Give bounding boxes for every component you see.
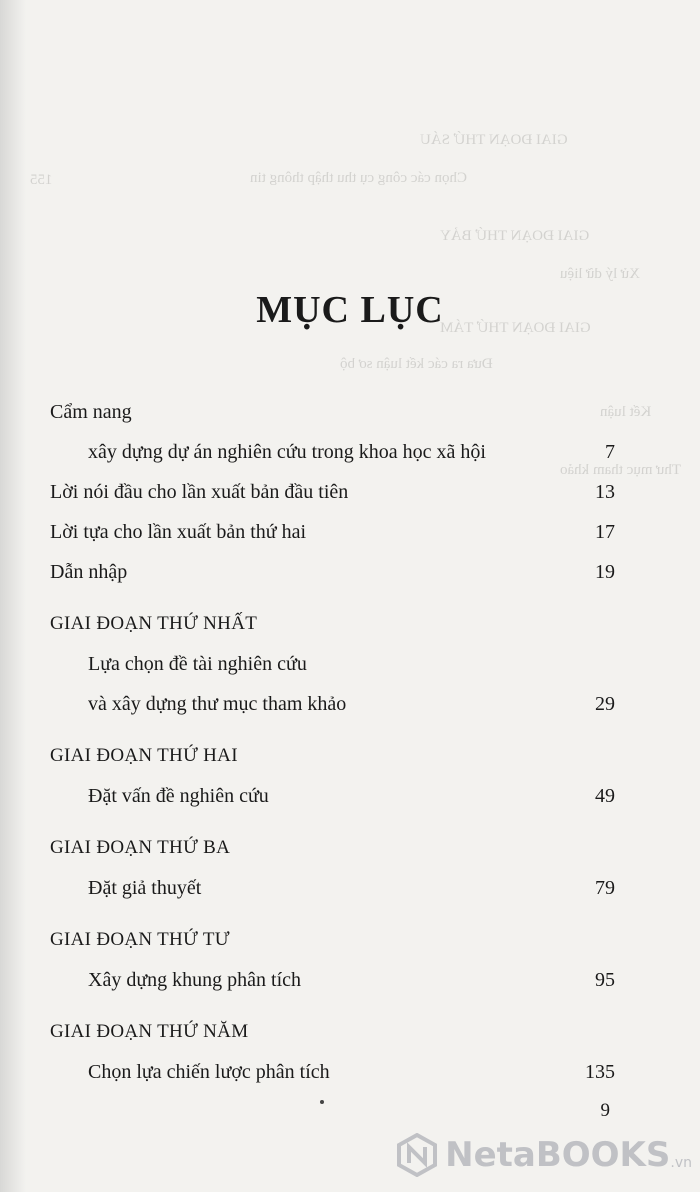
toc-entry[interactable] — [50, 552, 615, 592]
toc-entry[interactable] — [50, 512, 615, 552]
toc-entry[interactable] — [50, 644, 615, 684]
toc-page-number: 17 — [595, 521, 615, 543]
ink-speck — [320, 1100, 324, 1104]
page-title: MỤC LỤC — [256, 289, 444, 331]
toc-page-number: 29 — [595, 693, 615, 715]
toc-entry[interactable] — [50, 392, 615, 432]
toc-entry[interactable] — [50, 960, 615, 1000]
stage-heading: GIAI ĐOẠN THỨ NHẤT — [50, 613, 258, 634]
netabooks-logo-icon — [395, 1133, 439, 1177]
bleed-through-text: Đưa ra các kết luận sơ bộ — [340, 356, 493, 372]
page-number: 9 — [600, 1100, 610, 1121]
bleed-through-text: Kết luận — [600, 404, 652, 420]
toc-entry[interactable] — [50, 868, 615, 908]
bleed-through-text: 155 — [30, 172, 53, 188]
bleed-through-text: GIAI ĐOẠN THỨ TÁM — [440, 320, 591, 336]
table-of-contents — [50, 392, 615, 1092]
toc-entry-title: Dẫn nhập — [50, 561, 128, 583]
toc-page-number: 135 — [585, 1061, 615, 1083]
bleed-through-text: Thư mục tham khảo — [560, 462, 682, 478]
toc-entry[interactable] — [50, 472, 615, 512]
toc-entry[interactable] — [50, 776, 615, 816]
toc-entry-title: và xây dựng thư mục tham khảo — [88, 693, 347, 715]
toc-page-number: 49 — [595, 785, 615, 807]
toc-entry[interactable] — [50, 432, 615, 472]
toc-entry-title: Đặt giả thuyết — [88, 877, 202, 899]
binding-shadow — [0, 0, 26, 1192]
stage-heading: GIAI ĐOẠN THỨ NĂM — [50, 1021, 249, 1042]
toc-entry[interactable] — [50, 1052, 615, 1092]
toc-page-number: 79 — [595, 877, 615, 899]
toc-entry-title: Cẩm nang — [50, 401, 132, 423]
toc-entry-title: xây dựng dự án nghiên cứu trong khoa học xã hội — [88, 441, 486, 463]
bleed-through-text: Xử lý dữ liệu — [560, 266, 641, 282]
toc-page-number: 13 — [595, 481, 615, 503]
toc-entry-title: Đặt vấn đề nghiên cứu — [88, 785, 269, 807]
stage-heading: GIAI ĐOẠN THỨ BA — [50, 837, 231, 858]
watermark — [395, 1133, 692, 1177]
stage-heading: GIAI ĐOẠN THỨ TƯ — [50, 929, 230, 950]
toc-entry-title: Xây dựng khung phân tích — [88, 969, 302, 991]
toc-entry-title: Lựa chọn đề tài nghiên cứu — [88, 653, 307, 675]
watermark-brand: NetaBOOKS — [445, 1135, 671, 1175]
toc-page-number: 95 — [595, 969, 615, 991]
toc-entry-title: Lời tựa cho lần xuất bản thứ hai — [50, 521, 307, 543]
bleed-through-text: GIAI ĐOẠN THỨ BẢY — [440, 228, 590, 244]
bleed-through-text: GIAI ĐOẠN THỨ SÁU — [420, 132, 568, 148]
toc-page-number: 19 — [595, 561, 615, 583]
toc-entry-title: Chọn lựa chiến lược phân tích — [88, 1061, 330, 1083]
toc-page-number: 7 — [605, 441, 615, 463]
bleed-through-text: Chọn các công cụ thu thập thông tin — [250, 170, 468, 186]
stage-heading: GIAI ĐOẠN THỨ HAI — [50, 745, 238, 766]
toc-entry[interactable] — [50, 684, 615, 724]
watermark-suffix: .vn — [670, 1155, 692, 1171]
toc-entry-title: Lời nói đầu cho lần xuất bản đầu tiên — [50, 481, 349, 503]
